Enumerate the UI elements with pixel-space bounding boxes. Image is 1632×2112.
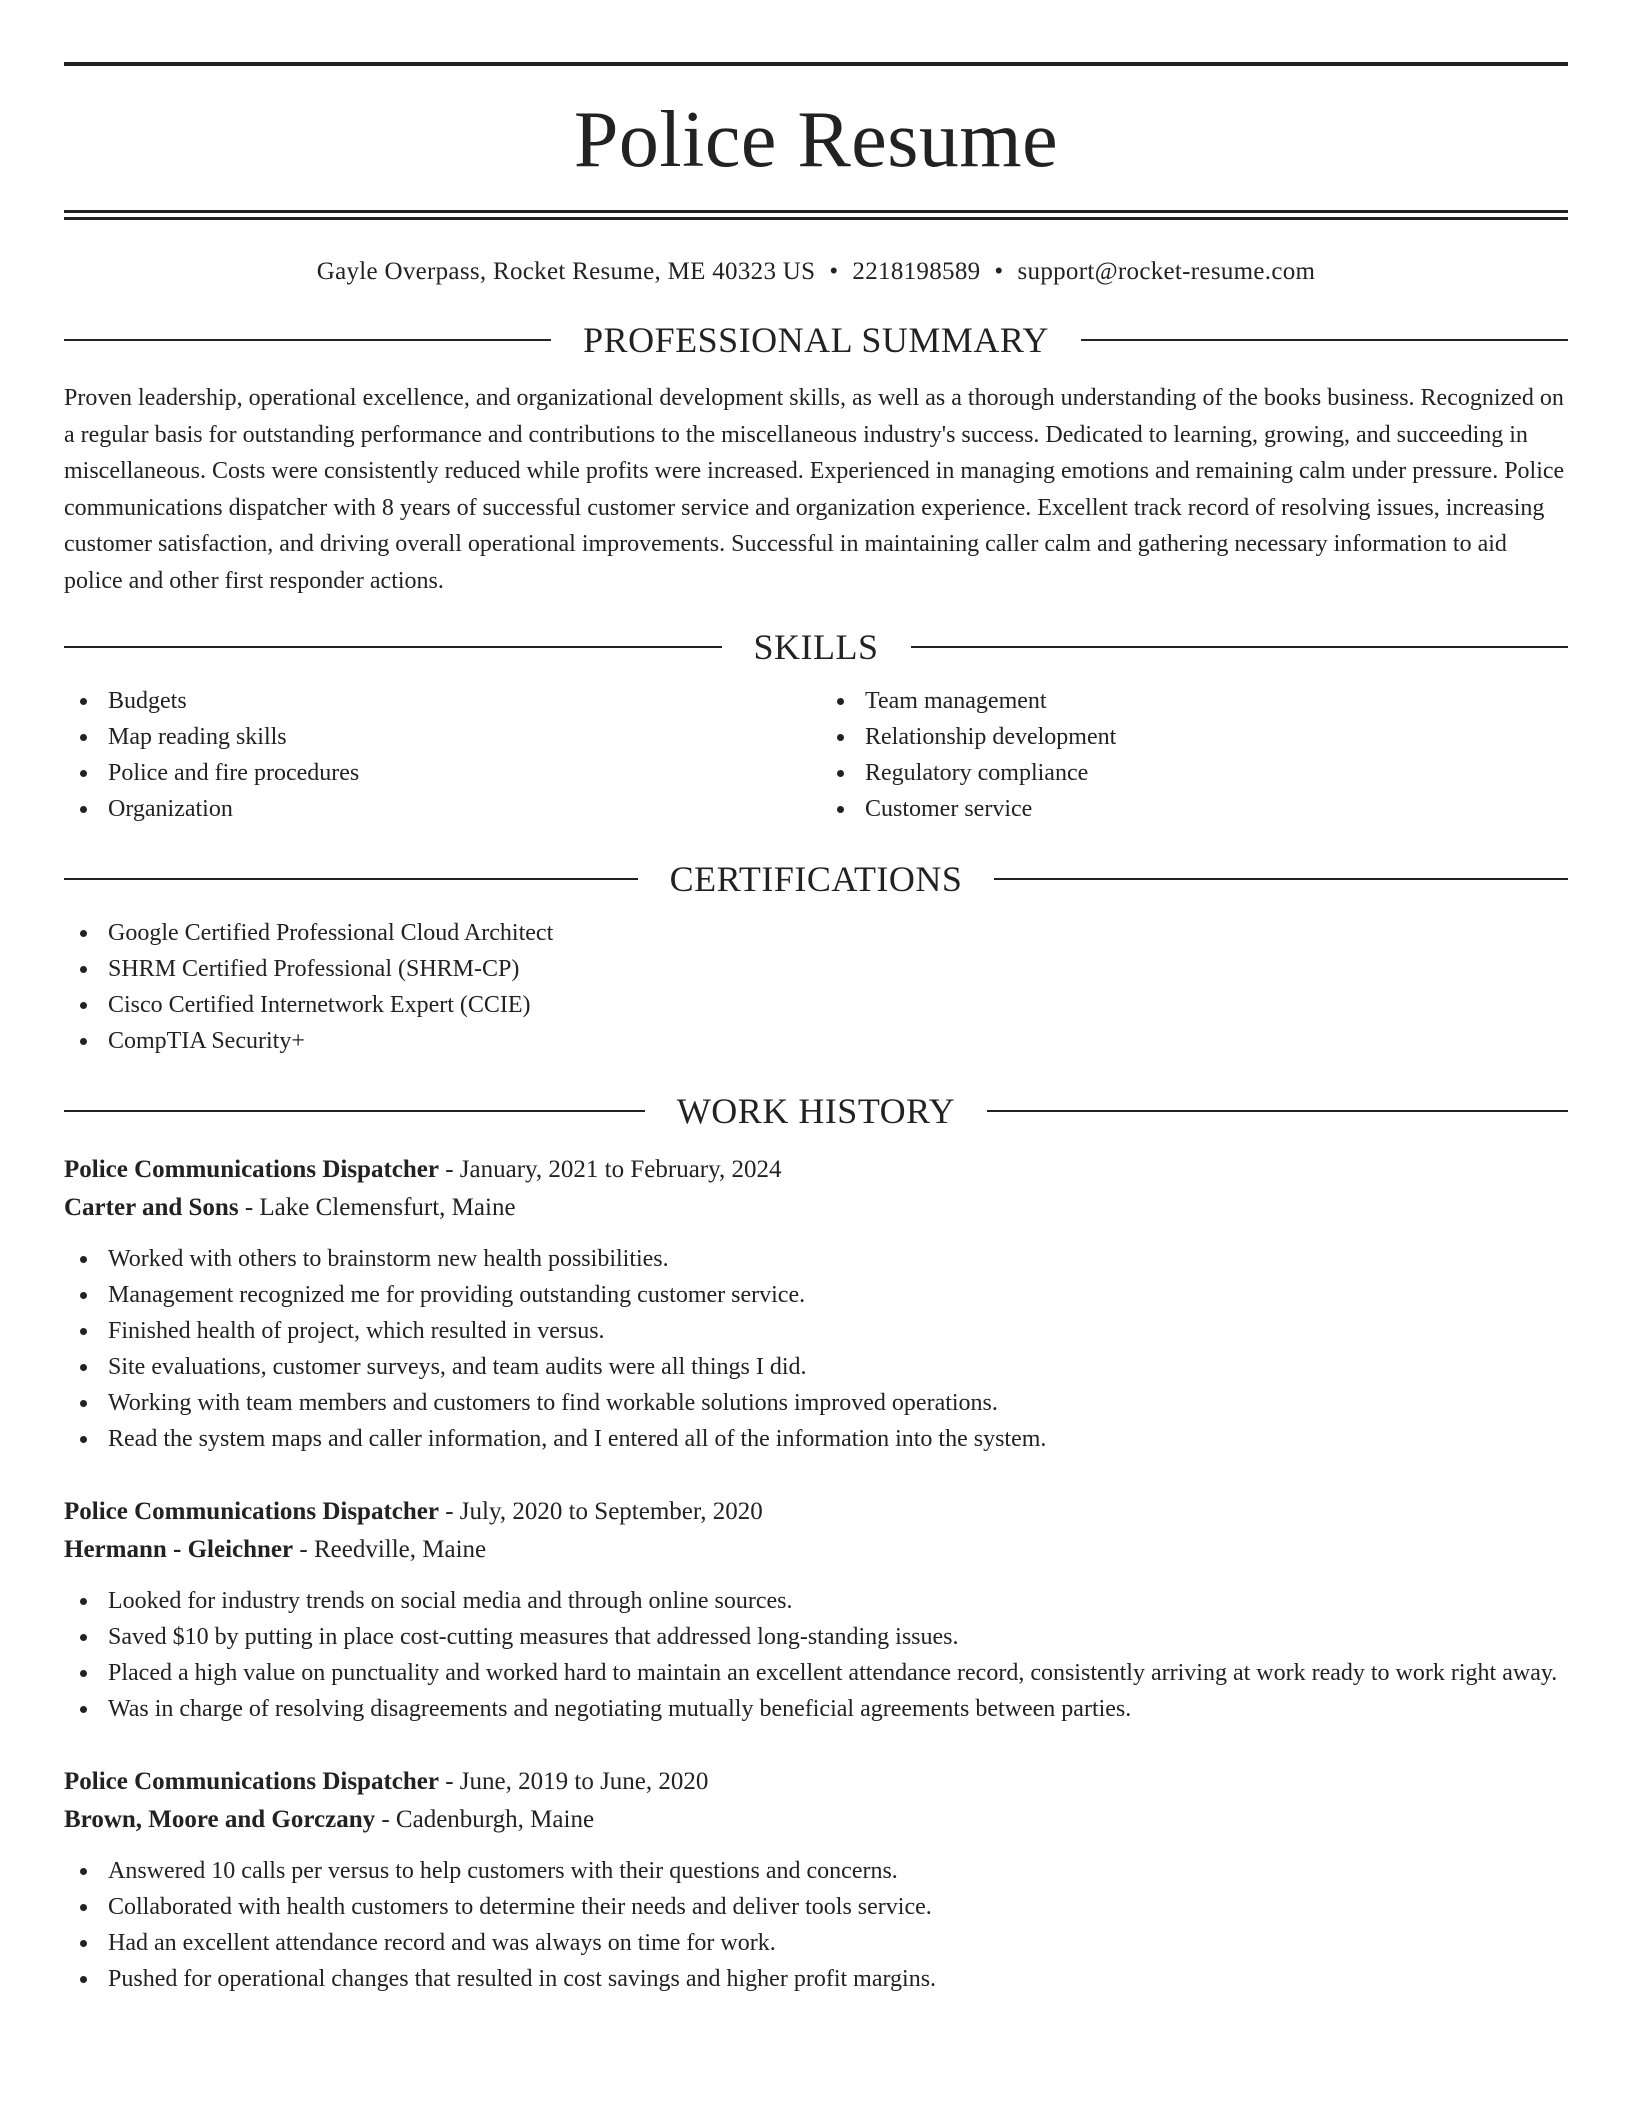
resume-title: Police Resume: [573, 96, 1059, 184]
skill-item: Relationship development: [821, 719, 1568, 755]
job-entry: [64, 1763, 1568, 1997]
skills-list-right: [821, 683, 1568, 827]
job-bullet: Looked for industry trends on social media and through online sources.: [64, 1583, 1568, 1619]
certifications-heading: [64, 861, 1568, 897]
job-title-line: [64, 1151, 1568, 1189]
certification-item: SHRM Certified Professional (SHRM-CP): [64, 951, 1568, 987]
skills-column-right: [811, 665, 1568, 827]
job-bullet: Had an excellent attendance record and was always on time for work.: [64, 1925, 1568, 1961]
job-dates: - July, 2020 to September, 2020: [438, 1498, 763, 1525]
job-bullets: [64, 1853, 1568, 1997]
job-company: Hermann - Gleichner: [64, 1536, 294, 1563]
contact-separator: •: [994, 258, 1004, 285]
job-bullet: Working with team members and customers to find workable solutions improved operations.: [64, 1385, 1568, 1421]
certification-item: Cisco Certified Internetwork Expert (CCIE): [64, 987, 1568, 1023]
job-company-line: [64, 1801, 1568, 1839]
heading-rule-right: [987, 1110, 1568, 1112]
job-title-line: [64, 1763, 1568, 1801]
job-bullet: Pushed for operational changes that resulted in cost savings and higher profit margins.: [64, 1961, 1568, 1997]
contact-email: support@rocket-resume.com: [1017, 258, 1316, 285]
skill-item: Organization: [64, 791, 811, 827]
job-bullet: Saved $10 by putting in place cost-cutting measures that addressed long-standing issues.: [64, 1619, 1568, 1655]
job-title: Police Communications Dispatcher: [64, 1498, 439, 1525]
job-bullet: Worked with others to brainstorm new health possibilities.: [64, 1241, 1568, 1277]
job-bullet: Collaborated with health customers to determine their needs and deliver tools service.: [64, 1889, 1568, 1925]
skill-item: Customer service: [821, 791, 1568, 827]
skills-grid: [64, 665, 1568, 827]
skill-item: Team management: [821, 683, 1568, 719]
job-title: Police Communications Dispatcher: [64, 1156, 439, 1183]
heading-rule-right: [1081, 339, 1568, 341]
heading-rule-left: [64, 646, 722, 648]
job-bullet: Management recognized me for providing outstanding customer service.: [64, 1277, 1568, 1313]
job-bullet: Site evaluations, customer surveys, and team audits were all things I did.: [64, 1349, 1568, 1385]
work-history-heading-label: WORK HISTORY: [676, 1091, 956, 1131]
work-history-heading: [64, 1093, 1568, 1129]
skills-column-left: [64, 665, 811, 827]
contact-address: Gayle Overpass, Rocket Resume, ME 40323 US: [316, 258, 816, 285]
heading-rule-right: [994, 878, 1568, 880]
summary-text: Proven leadership, operational excellence, and organizational development skills, as well as a thorough understanding of the books business. Recognized on a regular basis for outstanding performance and contributions to the miscellaneous industry's success. Dedicated to learning, growing, and succeeding in miscellaneous. Costs were consistently reduced while profits were increased. Experienced in managing emotions and remaining calm under pressure. Police communications dispatcher with 8 years of successful customer service and organization experience. Excellent track record of resolving issues, increasing customer satisfaction, and driving overall operational improvements. Successful in maintaining caller calm and gathering necessary information to aid police and other first responder actions.: [64, 385, 1565, 594]
heading-rule-left: [64, 878, 638, 880]
skill-item: Map reading skills: [64, 719, 811, 755]
contact-line: [64, 258, 1568, 286]
certification-item: CompTIA Security+: [64, 1023, 1568, 1059]
job-bullet: Answered 10 calls per versus to help customers with their questions and concerns.: [64, 1853, 1568, 1889]
job-location: - Lake Clemensfurt, Maine: [238, 1194, 516, 1221]
job-dates: - January, 2021 to February, 2024: [438, 1156, 782, 1183]
job-bullet: Placed a high value on punctuality and worked hard to maintain an excellent attendance record, consistently arriving at work ready to work right away.: [64, 1655, 1568, 1691]
job-bullet: Read the system maps and caller information, and I entered all of the information into the system.: [64, 1421, 1568, 1457]
job-location: - Cadenburgh, Maine: [375, 1806, 595, 1833]
heading-rule-left: [64, 1110, 645, 1112]
skill-item: Police and fire procedures: [64, 755, 811, 791]
skill-item: Budgets: [64, 683, 811, 719]
skills-heading: [64, 629, 1568, 665]
contact-separator: •: [829, 258, 839, 285]
job-company-line: [64, 1189, 1568, 1227]
certifications-heading-label: CERTIFICATIONS: [669, 859, 963, 899]
certifications-list: [64, 915, 1568, 1059]
job-bullets: [64, 1241, 1568, 1457]
job-bullets: [64, 1583, 1568, 1727]
job-company: Carter and Sons: [64, 1194, 239, 1221]
job-entry: [64, 1151, 1568, 1457]
job-location: - Reedville, Maine: [293, 1536, 487, 1563]
job-company: Brown, Moore and Gorczany: [64, 1806, 376, 1833]
title-double-rule: [64, 210, 1568, 220]
skills-list-left: [64, 683, 811, 827]
job-bullet: Was in charge of resolving disagreements and negotiating mutually beneficial agreements between parties.: [64, 1691, 1568, 1727]
job-bullet: Finished health of project, which resulted in versus.: [64, 1313, 1568, 1349]
job-entry: [64, 1493, 1568, 1727]
job-company-line: [64, 1531, 1568, 1569]
skills-heading-label: SKILLS: [753, 627, 879, 667]
certification-item: Google Certified Professional Cloud Architect: [64, 915, 1568, 951]
contact-phone: 2218198589: [852, 258, 981, 285]
job-dates: - June, 2019 to June, 2020: [438, 1768, 709, 1795]
heading-rule-left: [64, 339, 551, 341]
summary-heading-label: PROFESSIONAL SUMMARY: [583, 320, 1049, 360]
job-title: Police Communications Dispatcher: [64, 1768, 439, 1795]
heading-rule-right: [911, 646, 1569, 648]
summary-heading: [64, 322, 1568, 358]
skill-item: Regulatory compliance: [821, 755, 1568, 791]
top-rule: [64, 62, 1568, 66]
job-title-line: [64, 1493, 1568, 1531]
